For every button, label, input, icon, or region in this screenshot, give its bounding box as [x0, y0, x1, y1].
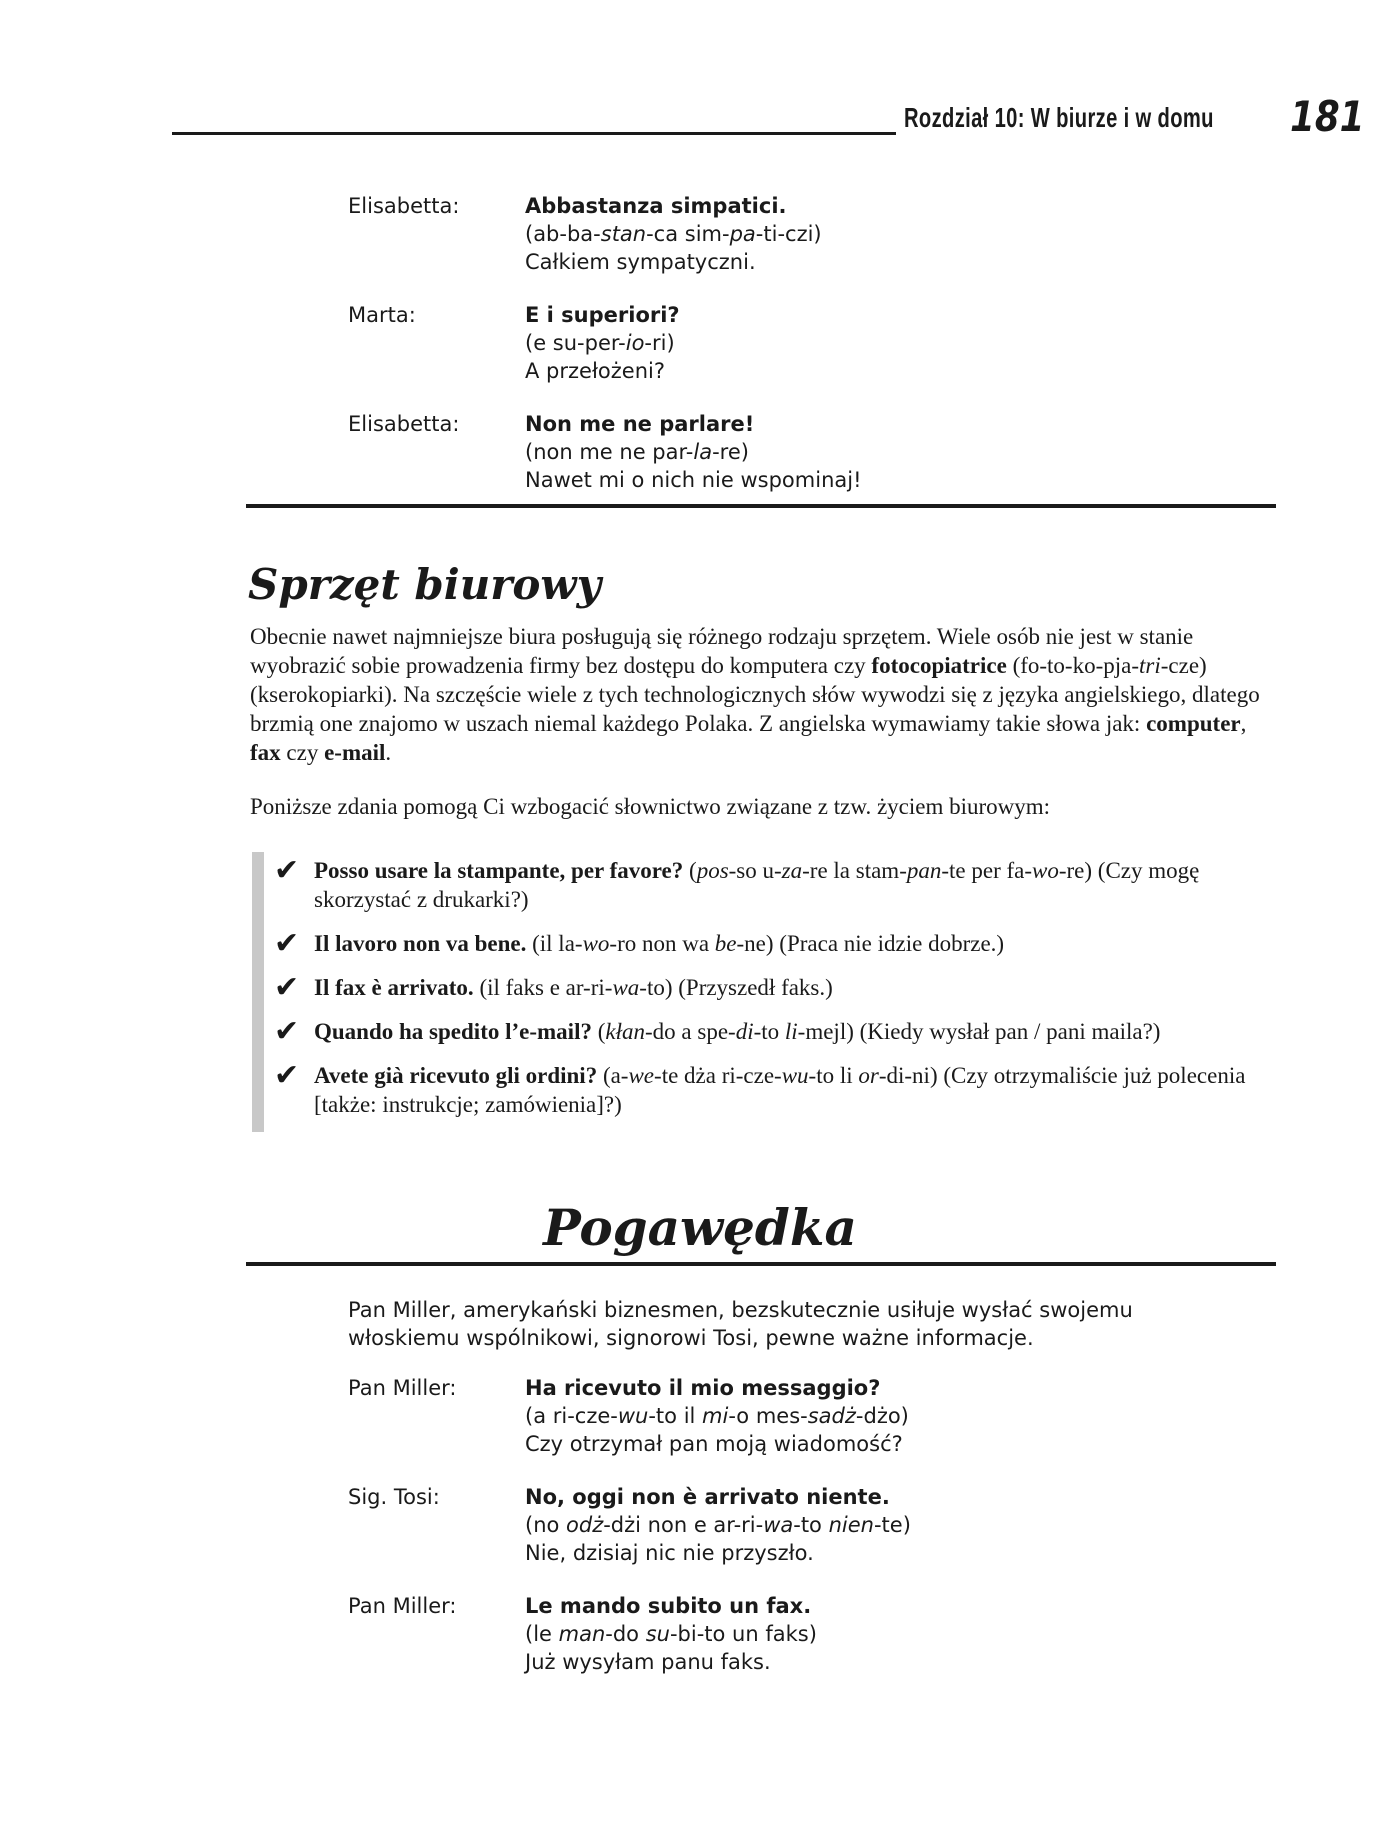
- dialogue-line: [348, 1483, 1288, 1567]
- checkmark-icon: ✔: [274, 1014, 300, 1049]
- italian-line: Non me ne parlare!: [525, 412, 755, 436]
- list-item: [274, 970, 1284, 1005]
- translation: Całkiem sympatyczni.: [525, 250, 756, 274]
- checkmark-icon: ✔: [274, 853, 300, 888]
- dialogue-line: [348, 410, 1288, 494]
- pronunciation: (no odż-dżi non e ar-ri-wa-to nien-te): [525, 1513, 911, 1537]
- phrase-text: Posso usare la stampante, per favore? (pos-so u-za-re la stam-pan-te per fa-wo-re) (Czy mogę skorzystać z drukarki?): [314, 858, 1200, 912]
- pronunciation: (a ri-cze-wu-to il mi-o mes-sadż-dżo): [525, 1404, 909, 1428]
- phrase-list: [274, 853, 1284, 1134]
- page-number: 181: [1290, 92, 1365, 141]
- speaker: Elisabetta:: [348, 194, 460, 218]
- section-rule: [246, 504, 1276, 508]
- translation: Nawet mi o nich nie wspominaj!: [525, 468, 862, 492]
- italian-line: Ha ricevuto il mio messaggio?: [525, 1376, 881, 1400]
- pronunciation: (non me ne par-la-re): [525, 440, 749, 464]
- speaker: Sig. Tosi:: [348, 1485, 440, 1509]
- header-rule: [172, 132, 896, 135]
- list-item: [274, 926, 1284, 961]
- pronunciation: (e su-per-io-ri): [525, 331, 675, 355]
- phrase-text: Avete già ricevuto gli ordini? (a-we-te dża ri-cze-wu-to li or-di-ni) (Czy otrzymaliście już polecenia [także: instrukcje; zamówienia]?): [314, 1063, 1246, 1117]
- italian-line: No, oggi non è arrivato niente.: [525, 1485, 890, 1509]
- list-item: [274, 1014, 1284, 1049]
- speaker: Marta:: [348, 303, 416, 327]
- dialogue-line: [348, 301, 1288, 385]
- italian-line: Le mando subito un fax.: [525, 1594, 812, 1618]
- pronunciation: (ab-ba-stan-ca sim-pa-ti-czi): [525, 222, 822, 246]
- dialogue-line: [348, 1592, 1288, 1676]
- talk-rule: [246, 1262, 1276, 1266]
- speaker: Pan Miller:: [348, 1376, 457, 1400]
- translation: Nie, dzisiaj nic nie przyszło.: [525, 1541, 814, 1565]
- checkmark-icon: ✔: [274, 1058, 300, 1093]
- body-paragraph: Obecnie nawet najmniejsze biura posługują się różnego rodzaju sprzętem. Wiele osób nie jest w stanie wyobrazić sobie prowadzenia firmy bez dostępu do komputera czy fotocopiatrice (fo-to-ko-pja-tri-cze) (kserokopiarki). Na szczęście wiele z tych technologicznych słów wywodzi się z języka angielskiego, dlatego brzmią one znajomo w uszach niemal każdego Polaka. Z angielska wymawiamy takie słowa jak: computer, fax czy e-mail.: [250, 624, 1260, 765]
- italian-line: Abbastanza simpatici.: [525, 194, 787, 218]
- phrase-text: Il lavoro non va bene. (il la-wo-ro non wa be-ne) (Praca nie idzie dobrze.): [314, 931, 1005, 956]
- talk-intro: Pan Miller, amerykański biznesmen, bezskutecznie usiłuje wysłać swojemu włoskiemu wspólnikowi, signorowi Tosi, pewne ważne informacje.: [348, 1298, 1133, 1350]
- list-sidebar-bar: [252, 852, 264, 1132]
- speaker: Elisabetta:: [348, 412, 460, 436]
- body-paragraph: Poniższe zdania pomogą Ci wzbogacić słownictwo związane z tzw. życiem biurowym:: [250, 794, 1051, 819]
- section-heading: Sprzęt biurowy: [248, 560, 601, 609]
- dialogue-line: [348, 192, 1288, 276]
- chapter-title: Rozdział 10: W biurze i w domu: [904, 102, 1214, 133]
- dialogue-line: [348, 1374, 1288, 1458]
- phrase-text: Il fax è arrivato. (il faks e ar-ri-wa-to) (Przyszedł faks.): [314, 975, 833, 1000]
- talk-heading: Pogawędka: [543, 1198, 857, 1257]
- phrase-text: Quando ha spedito l’e-mail? (kłan-do a spe-di-to li-mejl) (Kiedy wysłał pan / pani maila?): [314, 1019, 1161, 1044]
- translation: Czy otrzymał pan moją wiadomość?: [525, 1432, 903, 1456]
- list-item: [274, 853, 1284, 914]
- checkmark-icon: ✔: [274, 926, 300, 961]
- dialogue-top: [348, 192, 1288, 519]
- dialogue-talk: [348, 1374, 1288, 1701]
- checkmark-icon: ✔: [274, 970, 300, 1005]
- italian-line: E i superiori?: [525, 303, 680, 327]
- list-item: [274, 1058, 1284, 1119]
- speaker: Pan Miller:: [348, 1594, 457, 1618]
- pronunciation: (le man-do su-bi-to un faks): [525, 1622, 817, 1646]
- translation: Już wysyłam panu faks.: [525, 1650, 771, 1674]
- translation: A przełożeni?: [525, 359, 665, 383]
